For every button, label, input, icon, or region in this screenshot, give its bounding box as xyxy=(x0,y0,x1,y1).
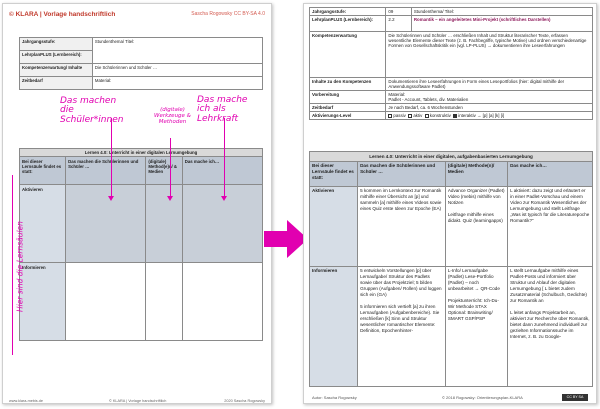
col-students: Das machen die Schülerinnen und Schüler … xyxy=(66,157,146,185)
example-main-table xyxy=(309,151,593,387)
annotation-line-tools xyxy=(170,138,171,198)
col-phase: Bei dieser Lernsäule findet es statt: xyxy=(20,157,66,185)
competence-label: Kompetenzerwartung/ Inhalte xyxy=(20,64,93,77)
footer-link: www.klara-mebis.de xyxy=(9,399,43,403)
cell-students-2 xyxy=(66,263,146,341)
cell-tools-1: Advance Organizer (Padlet) Video (mebis) mithilfe von Notizen Leitfrage mithilfe eines didakt. Quiz (learningapps) xyxy=(445,186,507,266)
footer-author: Autor: Sascha Rogowsky xyxy=(312,395,357,400)
example-header-table xyxy=(309,7,593,120)
level-constructive-checkbox[interactable] xyxy=(425,114,429,118)
template-page xyxy=(2,3,272,404)
template-main-table xyxy=(19,148,263,341)
cell-tools-2 xyxy=(146,263,182,341)
example-caption: Lernen 4.0: Unterricht in einer digitalen, aufgabenbasierten Lernumgebung xyxy=(310,152,593,162)
footer-center: © KLARA | Vorlage handschriftlich xyxy=(109,399,167,403)
level-interactive: interaktiv → [p] [a] [k] [i] xyxy=(458,113,505,118)
annotation-line-students xyxy=(111,118,112,198)
cell-teacher-2: L stellt Lernaufgabe mithilfe eines Padlet-Posts und informiert über Struktur und Ablauf der digitalen Lernumgebung [ L bietet zudem Zusatzmaterial (Schulbuch, Gedichte) zur Romantik an L leitet anfangs Projektarbeit an, aktiviert zur Recherche über Romantik, bietet dann zunehmend individuell zur gezielten Informationssuche im Internet, z. B. zu Google- xyxy=(508,266,593,386)
cell-teacher-1: L aktiviert: dazu zeigt und erläutert er in einer Padlet-Vorschau und einem Video zur Romantik Wesentliches der Lernumgebung und stellt Leitfrage „Was ist typisch für die Literaturepoche Romantik?“ xyxy=(508,186,593,266)
template-caption: Lernen 4.0: Unterricht in einer digitalen Lernumgebung xyxy=(20,149,263,157)
topic-cell xyxy=(92,38,262,64)
topic-label: Stundenthema/ Titel: xyxy=(94,39,135,44)
cell-tools-2: L-Info/ Lernaufgabe (Padlet) Lese-Portfolio (Padlet) – noch unbearbeitet → QR-Code Projektunterricht: Ich-Du-Wir Methode STAX Optional: Brainwriting/ SMART GSP/PSP xyxy=(445,266,507,386)
level-active: aktiv xyxy=(413,113,423,118)
competence-value: Die Schülerinnen und Schüler … erschließen Inhalt und Struktur literarischer Texte, erfassen wesentliche Elemente dieser Texte (z. B. Fachbegriffe, typische Motive) und ordnen verschiedenartige Formen von Gesellschaftskritik ein (vgl. LP-PLUS) → dokumentieren ihre Leseerfahrungen xyxy=(386,32,593,78)
topic-label: Stundenthema/ Titel: xyxy=(411,8,592,16)
content-label: Inhalte zu den Kompetenzen xyxy=(310,78,386,91)
level-passive-checkbox[interactable] xyxy=(388,114,392,118)
content-value: Dokumentieren ihre Leseerfahrungen in Form eines Leseportfolios (hier: digital mithilfe der Anwendungssoftware Padlet) xyxy=(386,78,593,91)
time-value: Je nach Bedarf, ca. 6 Wochenstunden xyxy=(386,104,593,112)
cell-students-1 xyxy=(66,185,146,263)
annotation-teacher: Das mache ich als Lehrkraft xyxy=(197,95,248,124)
col-phase: Bei dieser Lernsäule findet es statt: xyxy=(310,161,358,186)
row-inform: Informieren xyxy=(20,263,66,341)
col-tools: (digitale) Methode(n)/ Medien xyxy=(445,161,507,186)
grade-label: Jahrgangsstufe: xyxy=(20,38,93,51)
example-page xyxy=(303,3,597,404)
cc-license-badge: CC BY SA xyxy=(562,394,588,401)
curriculum-value: 2.2 xyxy=(386,16,411,32)
cell-students-1: 5 kommen im Lernkontext zur Romantik mithilfe einer Übersicht an [p] und sammeln [a] mithilfe eines Videos sowie eines Quiz erste Ideen zur Epoche (EA) xyxy=(358,186,446,266)
annotation-pillars: Hier sind die Lernsäulen xyxy=(15,221,25,312)
brand-license: Sascha Rogowsky CC BY-SA 4.0 xyxy=(191,11,265,17)
prep-cell xyxy=(386,91,593,104)
competence-value: Die Schülerinnen und Schüler … xyxy=(92,64,262,77)
material-label: Material: xyxy=(92,77,262,90)
level-interactive-checkbox[interactable] xyxy=(453,114,457,118)
level-passive: passiv xyxy=(393,113,406,118)
col-teacher: Das mache ich… xyxy=(508,161,593,186)
level-label: Aktivierungs-Level xyxy=(310,112,386,120)
row-activate: Aktivieren xyxy=(20,185,66,263)
prep-value: Material: xyxy=(388,92,406,97)
annotation-line-pillars xyxy=(12,175,13,355)
time-label: Zeitbedarf xyxy=(20,77,93,90)
topic-value: Romantik – ein angeleitetes Mini-Projekt (schriftliches Darstellen) xyxy=(411,16,592,32)
grade-value: 09 xyxy=(386,8,411,16)
brand-title: © KLARA | Vorlage handschriftlich xyxy=(9,11,116,18)
col-tools: (digitale) Method(e)n/ & Medien xyxy=(146,157,182,185)
template-header-table xyxy=(19,37,263,90)
footer-right: 2020 Sascha Rogowsky xyxy=(224,399,265,403)
annotation-tools: (digitale) Werkzeuge & Methoden xyxy=(154,107,191,125)
curriculum-label: LehrplanPLUS (Lernbereich): xyxy=(310,16,386,32)
level-constructive: konstruktiv xyxy=(429,113,451,118)
prep-label: Vorbereitung xyxy=(310,91,386,104)
annotation-students: Das machen die Schüler*innen xyxy=(60,96,124,125)
col-students: Das machen die Schülerinnen und Schüler … xyxy=(358,161,446,186)
row-inform: Informieren xyxy=(310,266,358,386)
annotation-arrow-teacher xyxy=(221,196,227,201)
curriculum-label: LehrplanPLUS (Lernbereich): xyxy=(20,51,93,64)
template-brand-bar xyxy=(9,10,265,22)
col-teacher: Das mache ich… xyxy=(182,157,262,185)
time-label: Zeitbedarf xyxy=(310,104,386,112)
competence-label: Kompetenzerwartung xyxy=(310,32,386,78)
prep-detail: Padlet - Account, Tablets, div. Materialien xyxy=(388,97,469,102)
cell-students-2: 5 entwickeln Vorstellungen [p] über Lernaufgabe/ Struktur des Padlets sowie über das Projektziel; 5 bilden Gruppen (Aufgaben/ Rollen) und loggen sich ein (GA) 5 informieren sich vertieft [a] zu ihren Lernaufgaben (Aufgabenbereiche). Sie erschließen [k] Sinn und Struktur wesentlicher romantischer Elemente: Definition, Epochenhinter- xyxy=(358,266,446,386)
cell-teacher-2 xyxy=(182,263,262,341)
annotation-arrow-students xyxy=(108,196,114,201)
cell-tools-1 xyxy=(146,185,182,263)
annotation-arrow-tools xyxy=(167,196,173,201)
level-active-checkbox[interactable] xyxy=(408,114,412,118)
annotation-line-teacher xyxy=(224,118,225,198)
grade-label: Jahrgangsstufe: xyxy=(310,8,386,16)
level-options xyxy=(386,112,593,120)
footer-copyright: © 2018 Rogowsky: Orientierungsplan-KLARA xyxy=(442,395,523,400)
row-activate: Aktivieren xyxy=(310,186,358,266)
